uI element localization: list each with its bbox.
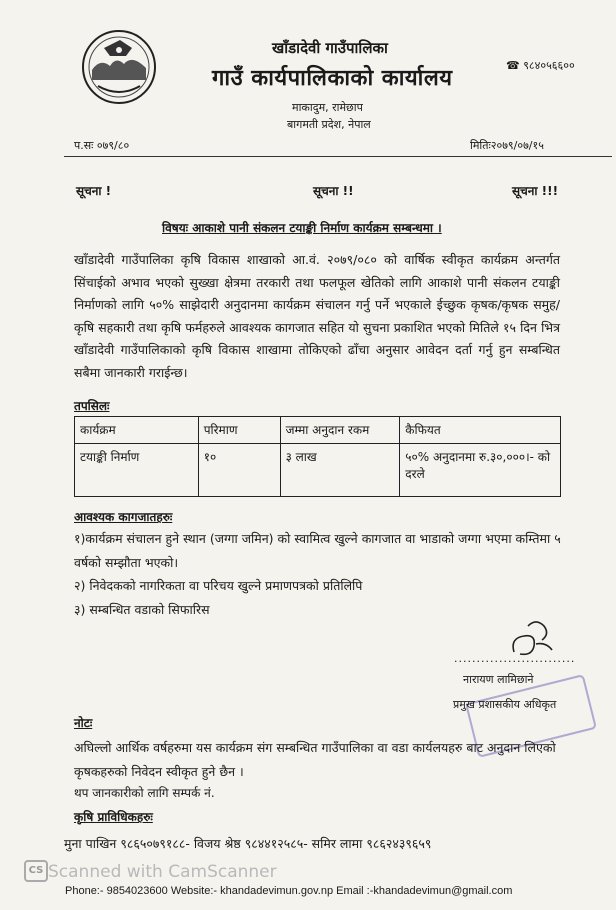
program-table	[74, 416, 561, 497]
table-cell: १०	[198, 444, 280, 497]
details-heading: तपसिलः	[74, 399, 110, 413]
notice-label-1: सूचना !	[76, 184, 112, 198]
table-cell: टयाङ्की निर्माण	[75, 444, 199, 497]
table-cell: ३ लाख	[280, 444, 400, 497]
camscanner-watermark: Scanned with CamScanner	[48, 862, 277, 882]
note-text: अघिल्लो आर्थिक वर्षहरुमा यस कार्यक्रम संग सम्बन्धित गाउँपालिका वा वडा कार्यलयहरु बाट अनुदान लिएको कृषकहरुको निवेदन स्वीकृत हुने छैन ।	[74, 740, 556, 779]
table-header-cell: जम्मा अनुदान रकम	[280, 417, 400, 444]
document-item-2: २) निवेदकको नागरिकता वा परिचय खुल्ने प्रमाणपत्रको प्रतिलिपि	[74, 578, 363, 593]
patra-sankhya: प.सः ०७९/८०	[74, 139, 130, 152]
table-cell: ५०% अनुदानमा रु.३०,०००।- को दरले	[400, 444, 561, 497]
table-header-cell: कैफियत	[400, 417, 561, 444]
signatory-title: प्रमुख प्रशासकीय अधिकृत	[453, 698, 557, 711]
note-heading: नोटः	[74, 716, 93, 730]
document-item-1: १)कार्यक्रम संचालन हुने स्थान (जग्गा जमिन) को स्वामित्व खुल्ने कागजात वा भाडाको जग्गा भएमा कम्तिमा ५ वर्षको सम्झौता भएको।	[74, 531, 561, 570]
office-name: गाउँ कार्यपालिकाको कार्यालय	[212, 66, 453, 91]
technicians-heading: कृषि प्राविधिकहरुः	[74, 810, 153, 824]
signatory-name: नारायण लामिछाने	[463, 673, 534, 686]
municipality-name: खाँडादेवी गाउँपालिका	[272, 39, 388, 57]
subject-line: विषयः आकाशे पानी संकलन टयाङ्की निर्माण कार्यक्रम सम्बन्धमा ।	[162, 221, 442, 235]
footer-contact: Phone:- 9854023600 Website:- khandadevimun.gov.np Email :-khandadevimun@gmail.com	[65, 885, 513, 897]
table-header-cell: कार्यक्रम	[75, 417, 199, 444]
address-line-2: बागमती प्रदेश, नेपाल	[287, 118, 371, 131]
document-item-3: ३) सम्बन्धित वडाको सिफारिस	[74, 602, 210, 617]
table-header-row	[75, 417, 561, 444]
camscanner-logo-icon: CS	[24, 860, 48, 882]
header-divider	[64, 156, 612, 157]
nepal-government-emblem-icon	[80, 28, 158, 106]
table-header-cell: परिमाण	[198, 417, 280, 444]
letter-date: मितिः२०७९/०७/१५	[470, 139, 544, 152]
contact-line: थप जानकारीको लागि सम्पर्क नं.	[74, 786, 215, 800]
documents-heading: आवश्यक कागजातहरुः	[74, 510, 173, 524]
address-line-1: माकादुम, रामेछाप	[292, 101, 363, 114]
notice-label-2: सूचना !!	[313, 184, 354, 198]
technicians-list: मुना पाखिन ९८६५०७९१८८- विजय श्रेष्ठ ९८४४१२५८५- समिर लामा ९८६२४३९६५९	[64, 836, 432, 851]
notice-body: खाँडादेवी गाउँपालिका कृषि विकास शाखाको आ.वं. २०७९/०८० को वार्षिक स्वीकृत कार्यक्रम अन्तर्गत सिंचाईको अभाव भएको सुख्खा क्षेत्रमा तरकारी तथा फलफूल खेतिको लागि आकाशे पानी संकलन टयाङ्की निर्माणको लागि ५०% साझेदारी अनुदानमा कार्यक्रम संचालन गर्नु पर्ने भएकाले ईच्छुक कृषक/कृषक समुह/ कृषि सहकारी तथा कृषि फर्महरुले आवश्यक कागजात सहित यो सुचना प्रकाशित भएको मितिले १५ दिन भित्र खाँडादेवी गाउँपालिकाको कृषि विकास शाखामा तोकिएको ढाँचा अनुसार आवेदन दर्ता गर्नु हुन सम्बन्धित सबैमा जानकारी गराईन्छ।	[74, 252, 560, 380]
signature-line: ...........................	[454, 652, 576, 665]
notice-label-3: सूचना !!!	[512, 184, 559, 198]
table-row	[75, 444, 561, 497]
header-phone: ☎ ९८४०५६६००	[506, 59, 575, 72]
